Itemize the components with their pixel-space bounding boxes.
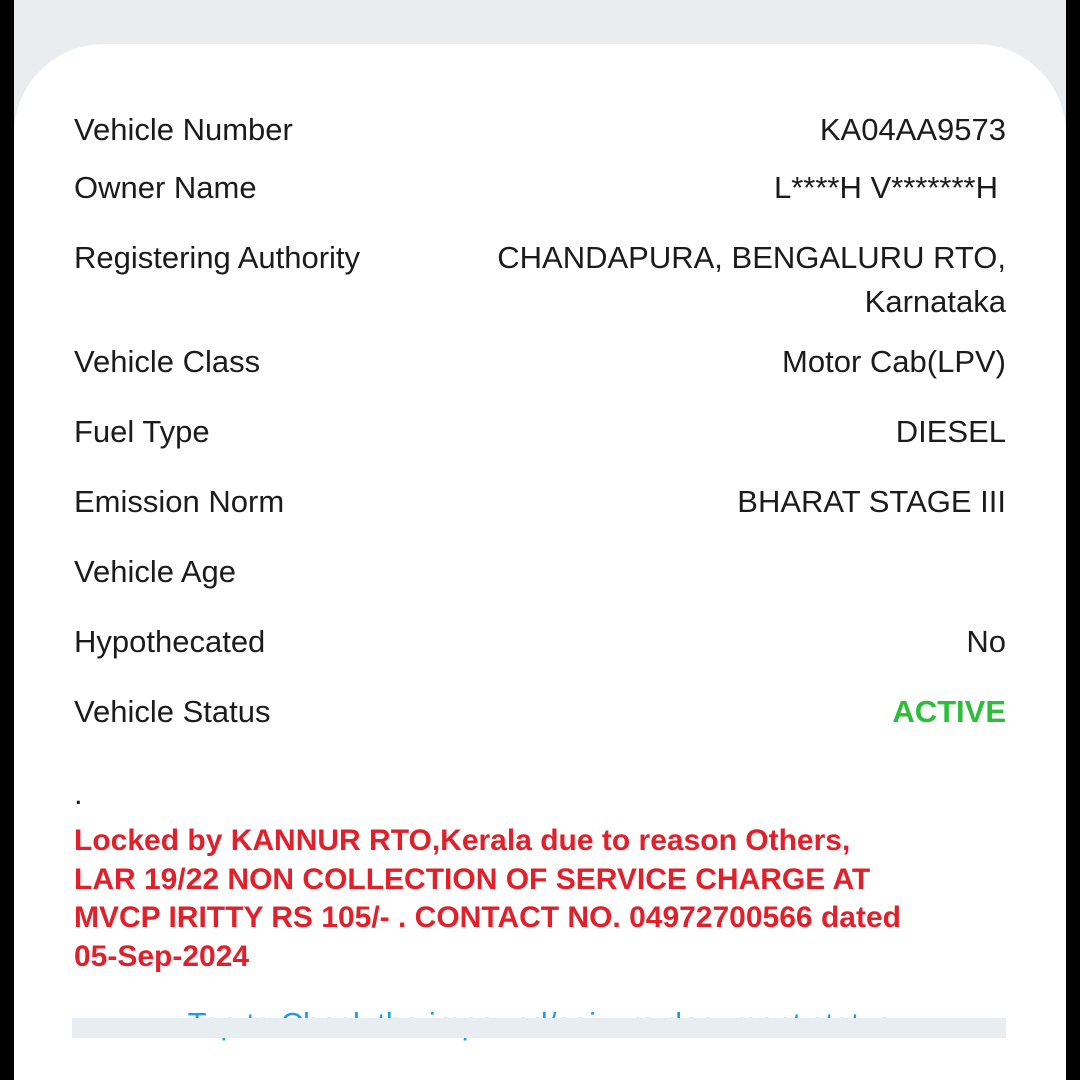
lock-message-line2: LAR 19/22 NON COLLECTION OF SERVICE CHARGE AT	[74, 862, 871, 896]
registering-authority-value	[497, 236, 1006, 324]
vehicle-status-label: Vehicle Status	[74, 694, 271, 729]
bottom-divider-bar	[72, 1018, 1006, 1038]
separator-dot: .	[74, 776, 83, 811]
vehicle-status-badge: ACTIVE	[892, 694, 1006, 729]
vehicle-details-card	[14, 44, 1066, 1080]
owner-name-value: L****H V*******H	[773, 170, 998, 205]
vehicle-class-value: Motor Cab(LPV)	[782, 344, 1006, 379]
registering-authority-value-line1: CHANDAPURA, BENGALURU RTO,	[497, 240, 1006, 275]
fuel-type-label: Fuel Type	[74, 414, 210, 449]
vehicle-number-value: KA04AA9573	[819, 112, 1006, 147]
hypothecated-value: No	[966, 624, 1006, 659]
lock-message	[74, 822, 1014, 976]
emission-norm-value: BHARAT STAGE III	[737, 484, 1006, 519]
registering-authority-label: Registering Authority	[74, 240, 361, 275]
lock-message-line4: 05-Sep-2024	[74, 939, 250, 973]
vehicle-class-label: Vehicle Class	[74, 344, 261, 379]
owner-name-label: Owner Name	[74, 170, 257, 205]
emission-norm-label: Emission Norm	[74, 484, 285, 519]
screen-frame	[14, 0, 1066, 1080]
hypothecated-label: Hypothecated	[74, 624, 266, 659]
registering-authority-value-line2: Karnataka	[864, 284, 1006, 319]
vehicle-age-label: Vehicle Age	[74, 554, 237, 589]
lock-message-line3: MVCP IRITTY RS 105/- . CONTACT NO. 04972700566 dated	[74, 901, 901, 934]
vehicle-number-label: Vehicle Number	[74, 112, 293, 147]
lock-message-line1: Locked by KANNUR RTO,Kerala due to reason Others,	[74, 824, 851, 857]
fuel-type-value: DIESEL	[895, 414, 1006, 449]
